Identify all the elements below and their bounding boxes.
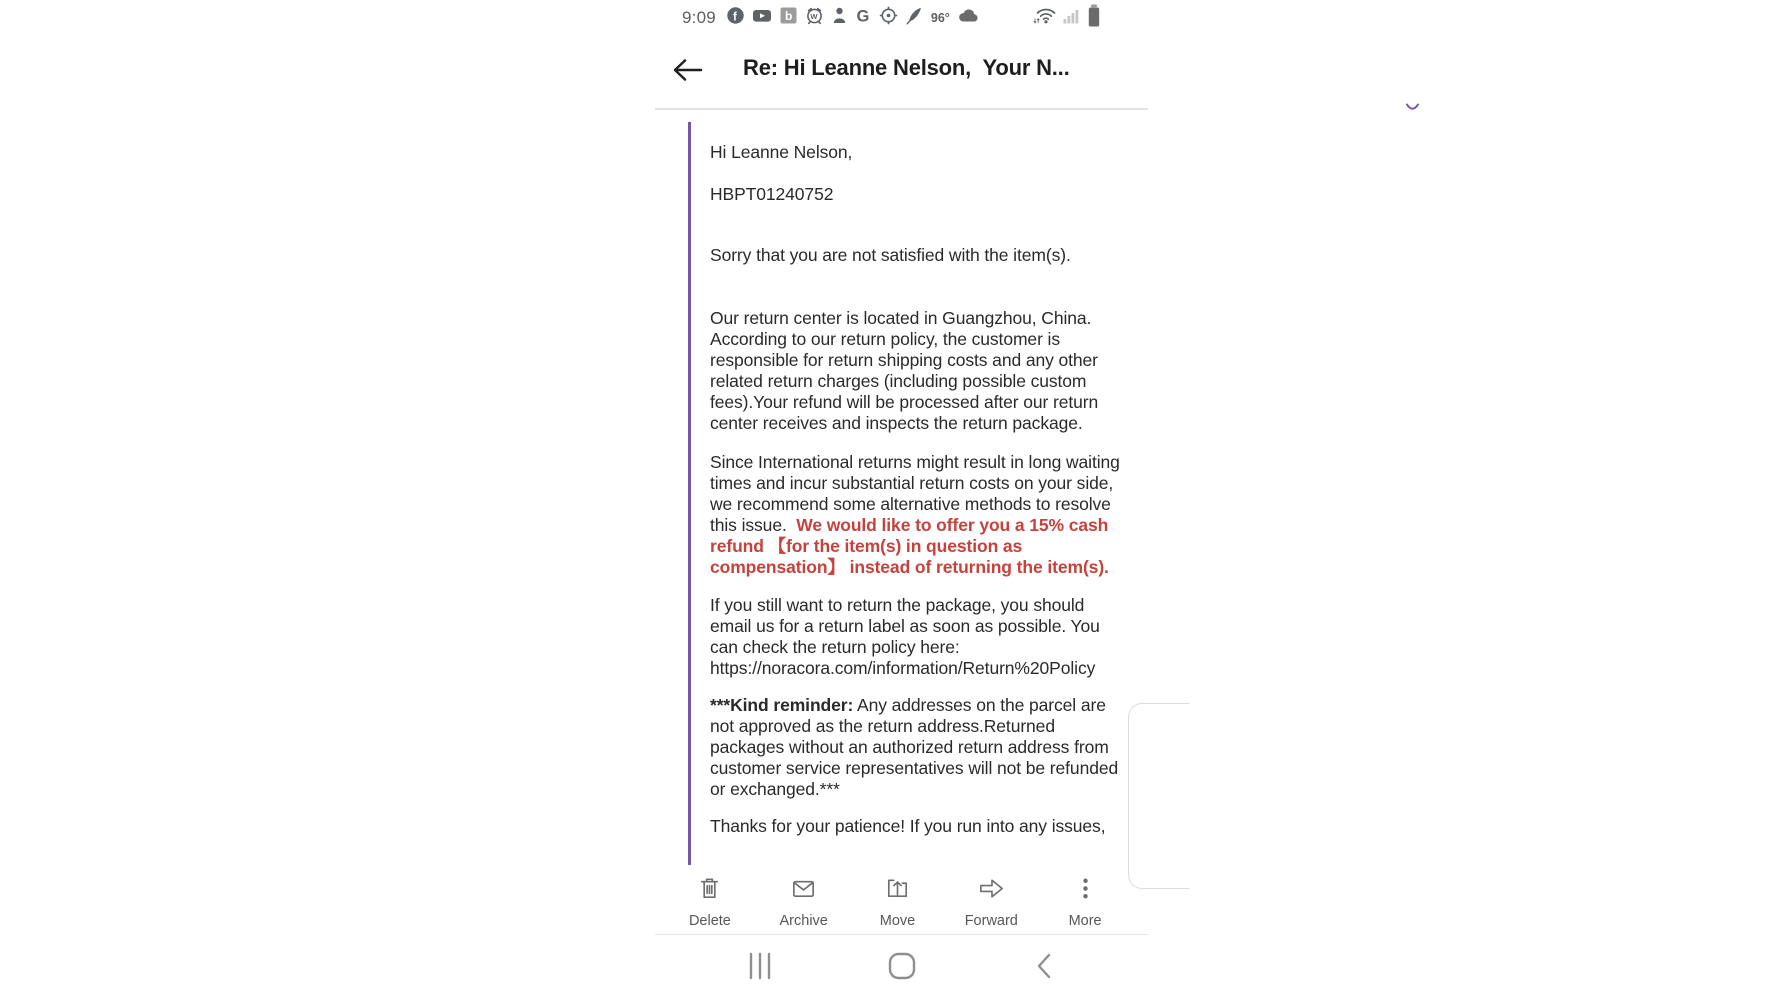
google-icon [855,6,872,30]
delete-button[interactable] [663,874,757,934]
email-alternative-text: Since International returns might result in long waiting times and incur substantial return costs on your side, we recommend some alternative methods to resolve this issue. [710,452,1125,535]
clock-text: 9:09 [682,8,716,27]
email-subject-title: Re: Hi Leanne Nelson, Your N... [743,55,1070,80]
back-chevron-icon [1035,951,1053,986]
email-refund-offer-text: We would like to offer you a 15% cash refund 【for the item(s) in question as compensation】 instead of returning the item(s). [710,515,1114,577]
header-divider [655,108,1148,110]
android-navbar [655,936,1148,1000]
wifi-icon [1033,6,1057,30]
status-bar-left [682,4,979,32]
temperature-text: 96° [930,11,950,25]
quote-indent-bar [688,122,691,865]
alarm-clock-icon [805,6,824,30]
person-icon [831,6,848,30]
email-kind-reminder-paragraph [710,695,1128,800]
email-alternative-paragraph [710,452,1128,578]
bing-icon [779,6,798,30]
collapse-arc-icon [1405,101,1420,119]
svg-text:G: G [856,7,870,25]
email-closing-paragraph: Thanks for your patience! If you run into any issues, [710,816,1106,836]
crosshair-icon [879,6,898,30]
forward-label: Forward [964,913,1018,929]
email-return-label-paragraph: If you still want to return the package, you should email us for a return label as soon as possible. You can check the return policy here: https://noracora.com/information/Return%20Policy [710,595,1105,678]
email-return-center-paragraph: Our return center is located in Guangzhou, China. According to our return policy, the customer is responsible for return shipping costs and any other related return charges (including possible custom fees).Your refund will be processed after our return center receives and inspects the return package. [710,308,1103,433]
more-dots-icon [1071,874,1100,908]
toolbar-divider [655,934,1148,935]
archive-button[interactable] [757,874,851,934]
email-text [710,142,1128,837]
email-greeting: Hi Leanne Nelson, [710,142,853,162]
youtube-icon [752,6,772,30]
more-button[interactable] [1038,874,1132,934]
email-body [655,112,1148,865]
signal-icon [1063,6,1080,30]
status-bar [655,4,1148,32]
forward-button[interactable] [944,874,1038,934]
trash-icon [695,874,724,908]
weather-cloud-icon [958,7,979,29]
move-folder-icon [883,874,912,908]
email-reminder-heading: ***Kind reminder: [710,695,854,715]
archive-icon [789,874,818,908]
home-icon [887,951,917,986]
more-label: More [1068,913,1102,929]
feather-icon [905,6,923,30]
email-sorry-line: Sorry that you are not satisfied with the item(s). [710,245,1071,265]
status-bar-right [1033,4,1102,32]
move-button[interactable] [851,874,945,934]
svg-text:b: b [784,9,793,23]
forward-arrow-icon [976,874,1007,908]
home-button[interactable] [883,951,921,985]
svg-text:W: W [810,12,818,21]
recents-icon [746,951,774,986]
phone-screen [655,0,1148,1000]
archive-label: Archive [779,913,828,929]
email-reminder-text: Any addresses on the parcel are not approved as the return address.Returned packages without an authorized return address from customer service representatives will not be refunded or exchanged.*** [710,695,1123,799]
scroll-overlay-panel[interactable] [1128,703,1189,889]
facebook-icon [726,6,745,30]
back-button[interactable] [1025,951,1063,985]
move-label: Move [879,913,916,929]
back-arrow-icon[interactable] [670,56,704,86]
recents-button[interactable] [741,951,779,985]
email-action-toolbar [655,865,1148,934]
email-order-id: HBPT01240752 [710,184,834,204]
app-header [655,48,1148,96]
delete-label: Delete [688,913,731,929]
battery-icon [1086,3,1102,34]
svg-text:f: f [732,11,737,24]
